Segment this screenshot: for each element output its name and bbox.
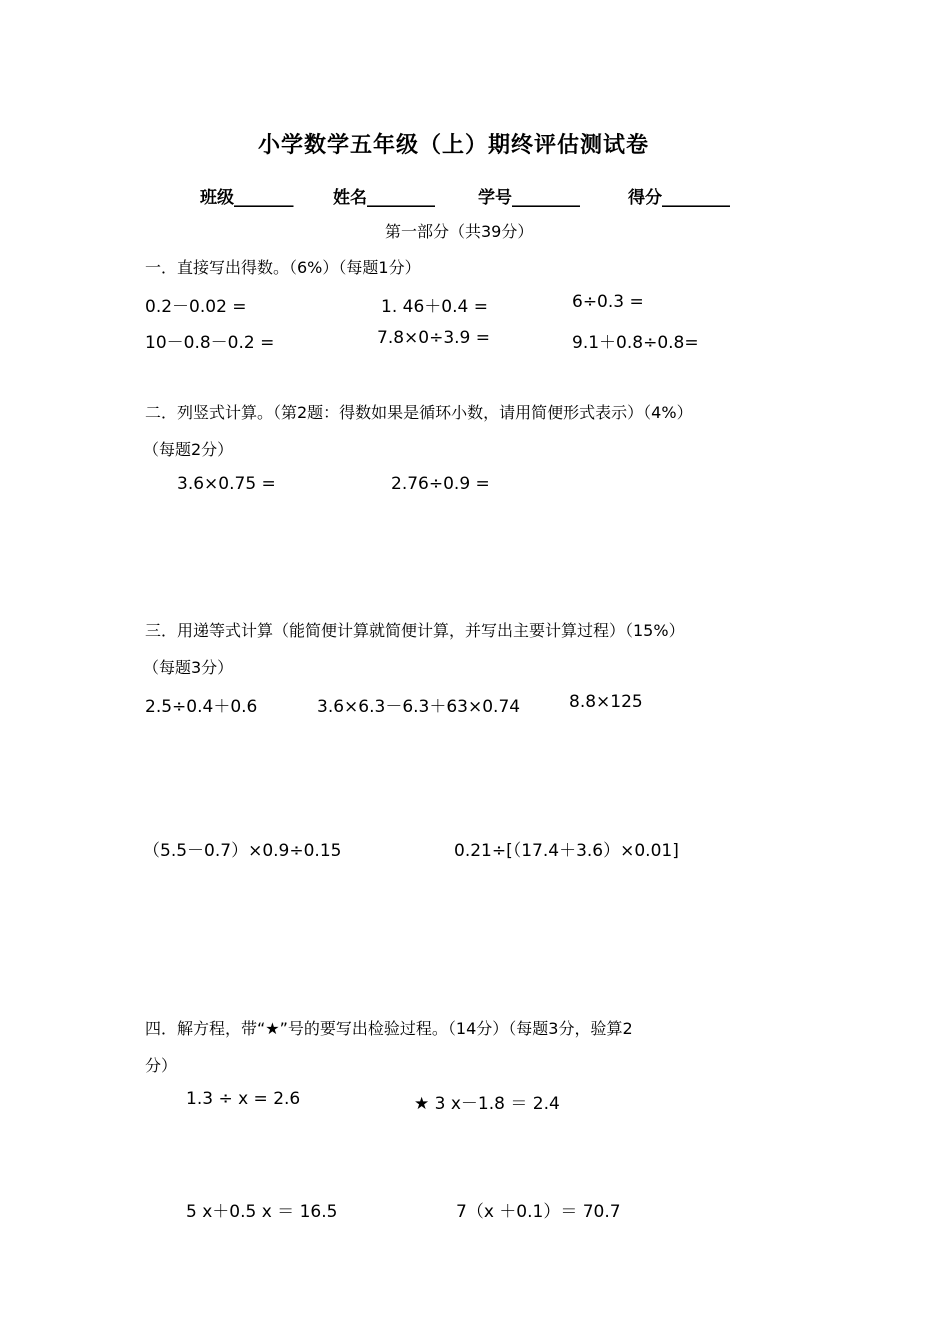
student-number-field: 学号________ (478, 188, 580, 208)
q3-item: 8.8×125 (569, 692, 643, 712)
q4-item: 5 x＋0.5 x ＝ 16.5 (186, 1202, 338, 1222)
score-field: 得分________ (628, 188, 730, 208)
q2-item: 3.6×0.75 = (177, 474, 276, 494)
q4-item: 7（x ＋0.1）＝ 70.7 (456, 1202, 621, 1222)
q3-heading-continued: （每题3分） (143, 658, 234, 677)
q3-heading: 三．用递等式计算（能简便计算就简便计算，并写出主要计算过程）（15%） (145, 621, 685, 640)
name-field: 姓名________ (333, 188, 435, 208)
q2-heading-continued: （每题2分） (143, 440, 234, 459)
q4-item: ★ 3 x－1.8 ＝ 2.4 (414, 1094, 560, 1114)
part-one-heading: 第一部分（共39分） (385, 222, 534, 241)
q1-heading: 一．直接写出得数。（6%）（每题1分） (145, 258, 421, 277)
q3-item: 2.5÷0.4＋0.6 (145, 697, 258, 717)
q1-item: 10－0.8－0.2 = (145, 333, 275, 353)
q4-heading: 四．解方程，带“★”号的要写出检验过程。（14分）（每题3分，验算2 (145, 1019, 633, 1038)
q4-heading-continued: 分） (145, 1056, 178, 1075)
q1-item: 9.1＋0.8÷0.8= (572, 333, 699, 353)
page-title: 小学数学五年级（上）期终评估测试卷 (258, 133, 650, 158)
q3-item: 3.6×6.3－6.3＋63×0.74 (317, 697, 521, 717)
q1-item: 1. 46＋0.4 = (381, 297, 488, 317)
q2-heading: 二．列竖式计算。（第2题：得数如果是循环小数，请用简便形式表示）（4%） (145, 403, 693, 422)
q3-item: （5.5－0.7）×0.9÷0.15 (143, 841, 342, 861)
q3-item: 0.21÷[（17.4＋3.6）×0.01] (454, 841, 679, 861)
q1-item: 6÷0.3 = (572, 292, 644, 312)
q1-item: 7.8×0÷3.9 = (377, 328, 491, 348)
q4-item: 1.3 ÷ x = 2.6 (186, 1089, 301, 1109)
q1-item: 0.2－0.02 = (145, 297, 247, 317)
class-field: 班级_______ (200, 188, 294, 208)
q2-item: 2.76÷0.9 = (391, 474, 490, 494)
